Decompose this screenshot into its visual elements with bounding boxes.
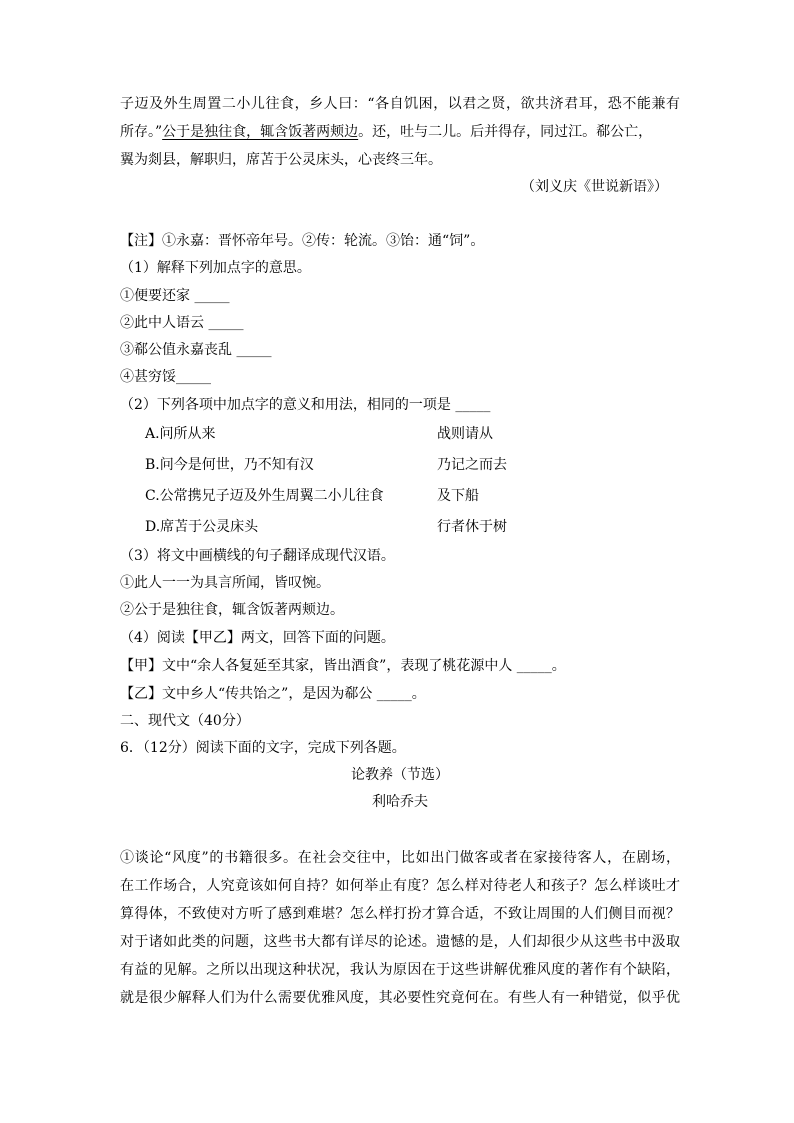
article-paragraph-line: ①谈论“风度”的书籍很多。在社会交往中，比如出门做客或者在家接待客人，在剧场， (120, 850, 680, 866)
article-paragraph-line: 就是很少解释人们为什么需要优雅风度，其必要性究竟何在。有些人有一种错觉，似乎优 (120, 990, 680, 1006)
article-title: 论教养（节选） (351, 767, 449, 783)
question-6-title: 6．（12分）阅读下面的文字，完成下列各题。 (120, 740, 406, 756)
article-paragraph-line: 对于诸如此类的问题，这些书大都有详尽的论述。遗憾的是，人们却很少从这些书中汲取 (120, 934, 680, 950)
passage-text: 。还，吐与二儿。后并得存，同过江。郗公亡， (358, 124, 653, 140)
article-paragraph-line: 算得体，不致使对方听了感到难堪？怎么样打扮才算合适，不致让周围的人们侧目而视？ (120, 906, 680, 922)
question-1-title: （1）解释下列加点字的意思。 (120, 260, 311, 276)
passage-line (120, 122, 680, 142)
option-b-right: 乃记之而去 (437, 457, 507, 473)
option-c-right: 及下船 (437, 488, 479, 504)
passage-line: 子迈及外生周置二小儿往食，乡人曰：“各自饥困，以君之贤，欲共济君耳，恐不能兼有 (120, 96, 680, 112)
question-1-item: ④甚穷馁_____ (120, 369, 211, 385)
option-c-left: C.公常携兄子迈及外生周翼二小儿往食 (145, 488, 384, 504)
question-3-item: ①此人一一为具言所闻，皆叹惋。 (120, 575, 330, 591)
section-heading: 二、现代文（40分） (120, 713, 250, 729)
passage-text: 所存。” (120, 124, 163, 140)
question-3-title: （3）将文中画横线的句子翻译成现代汉语。 (120, 548, 395, 564)
article-paragraph-line: 在工作场合，人究竟该如何自持？如何举止有度？怎么样对待老人和孩子？怎么样谈吐才 (120, 878, 680, 894)
passage-line: 翼为剡县，解职归，席苫于公灵床头，心丧终三年。 (120, 152, 442, 168)
article-author: 利哈乔夫 (372, 794, 428, 810)
option-d-right: 行者休于树 (437, 519, 507, 535)
article-paragraph-line: 有益的见解。之所以出现这种状况，我认为原因在于这些讲解优雅风度的著作有个缺陷， (120, 962, 680, 978)
underlined-sentence: 公于是独往食，辄含饭著两颊边 (162, 124, 359, 140)
option-a-left: A.问所从来 (145, 426, 216, 442)
footnote: 【注】①永嘉：晋怀帝年号。②传：轮流。③饴：通“饲”。 (120, 233, 485, 249)
question-4-item: 【甲】文中“余人各复延至其家，皆出酒食”，表现了桃花源中人 _____。 (120, 658, 566, 674)
question-1-item: ①便要还家 _____ (120, 288, 230, 304)
option-d-left: D.席苫于公灵床头 (145, 519, 259, 535)
question-2-title: （2）下列各项中加点字的意义和用法，相同的一项是 _____ (120, 397, 491, 413)
question-1-item: ③郗公值永嘉丧乱 _____ (120, 342, 272, 358)
question-4-item: 【乙】文中乡人“传共饴之”，是因为郗公 _____。 (120, 686, 426, 702)
question-4-title: （4）阅读【甲乙】两文，回答下面的问题。 (120, 630, 395, 646)
option-a-right: 战则请从 (437, 426, 493, 442)
option-b-left: B.问今是何世，乃不知有汉 (145, 457, 314, 473)
question-3-item: ②公于是独往食，辄含饭著两颊边。 (120, 602, 344, 618)
question-1-item: ②此中人语云 _____ (120, 315, 244, 331)
source-citation: （刘义庆《世说新语》） (521, 179, 668, 195)
